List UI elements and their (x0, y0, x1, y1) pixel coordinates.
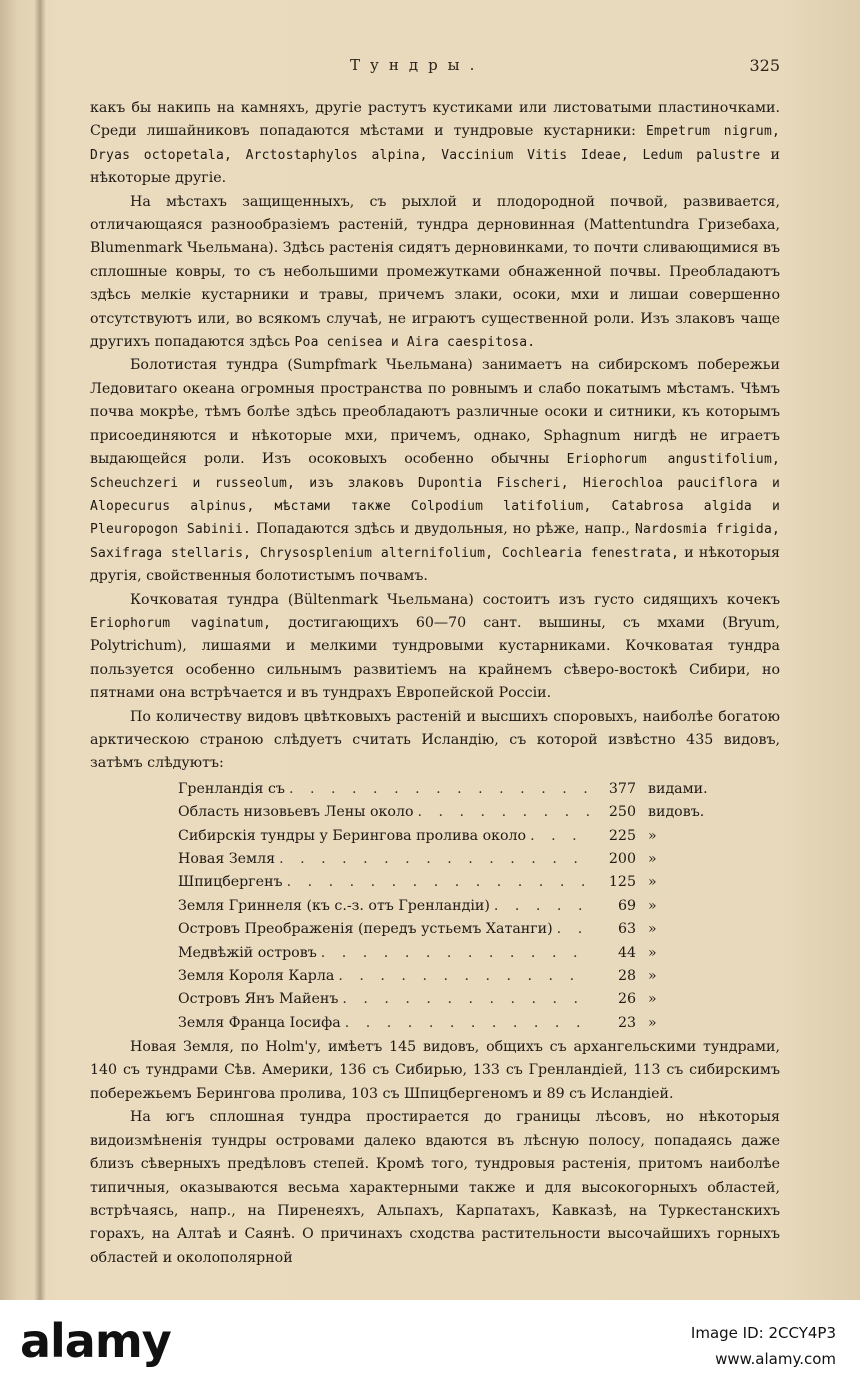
leader-dots (279, 848, 592, 871)
latin-species-names: Nardosmia frigida, Saxifraga stellaris, Chrysosplenium alternifolium, Cochlearia fenestrata, (90, 522, 781, 561)
list-item: Новая Земля . . . 200 » (178, 848, 738, 871)
latin-species-names: Eriophorum angustifolium, Scheuchzeri и russeolum, изъ злаковъ Dupontia Fischeri, Hierochloa pauciflora и Alopecurus alpinus, мѣстами также Colpodium latifolium, Catabrosa algida и Pleuropogon Sabinii. (90, 452, 781, 538)
paragraph-lichens: какъ бы накипь на камняхъ, другіе растутъ кустиками или листоватыми пластиночками. Среди лишайниковъ попадаются мѣстами и тундровые кустарники: Empetrum nigrum, Dryas octopetala, Arctostaphylos alpina, Vaccinium Vitis Ideae, Ledum palustre и нѣкоторые другіе. (90, 100, 780, 187)
paragraph-tussock-tundra: Кочковатая тундра (Bültenmark Чьельмана) состоитъ изъ густо сидящихъ кочекъ Eriophorum vaginatum, достигающихъ 60—70 сант. вышины, съ мхами (Bryum, Polytrichum), лишаями и мелкими тундровыми кустарниками. Кочковатая тундра пользуется особенно сильнымъ развитіемъ на крайнемъ сѣверо-востокѣ Сибири, но пятнами она встрѣчается и въ тундрахъ Европейской Россіи. (90, 591, 780, 702)
page-header (90, 56, 790, 80)
paragraph-novaya-zemlya: Новая Земля, по Holm'у, имѣетъ 145 видовъ, общихъ съ архангельскими тундрами, 140 съ тундрами Сѣв. Америки, 136 съ Сибирью, 133 съ Гренландіей, 113 съ сибирскимъ побережьемъ Берингова пролива, 103 съ Шпицбергеномъ и 89 съ Исландіей. (90, 1039, 780, 1102)
image-id-block (691, 1320, 836, 1372)
latin-species-names: Eriophorum vaginatum, (90, 615, 272, 631)
leader-dots (345, 1012, 592, 1035)
list-item: Шпицбергенъ . . . 125 » (178, 871, 738, 894)
leader-dots (338, 965, 592, 988)
list-item: Медвѣжій островъ . . . 44 » (178, 942, 738, 965)
leader-dots (557, 918, 592, 941)
leader-dots (418, 801, 593, 824)
list-item: Земля Короля Карла . . . 28 » (178, 965, 738, 988)
latin-species-names: Poa cenisea и Aira caespitosa. (294, 335, 536, 351)
list-item: Сибирскія тундры у Берингова пролива около . . . 225 » (178, 825, 738, 848)
body-text (90, 97, 780, 1270)
list-item: Гренландія съ . . . 377 видами. (178, 778, 738, 801)
page-gutter-shadow (34, 0, 46, 1300)
leader-dots (287, 871, 592, 894)
paragraph-marsh-tundra: Болотистая тундра (Sumpfmark Чьельмана) занимаетъ на сибирскомъ побережьи Ледовитаго океана огромныя пространства по ровнымъ и слабо покатымъ мѣстамъ. Чѣмъ почва мокрѣе, тѣмъ болѣе здѣсь преобладаютъ различные осоки и ситники, къ которымъ присоединяются и нѣкоторые мхи, причемъ, однако, Sphagnum нигдѣ не играетъ выдающейся роли. Изъ осоковыхъ особенно обычны Eriophorum angustifolium, Scheuchzeri и russeolum, изъ злаковъ Dupontia Fischeri, Hierochloa pauciflora и Alopecurus alpinus, мѣстами также Colpodium latifolium, Catabrosa algida и Pleuropogon Sabinii. Попадаются здѣсь и двудольныя, но рѣже, напр., Nardosmia frigida, Saxifraga stellaris, Chrysosplenium alternifolium, Cochlearia fenestrata, и нѣкоторыя другія, свойственныя болотистымъ почвамъ. (90, 357, 781, 585)
stock-site-url: www.alamy.com (715, 1350, 836, 1368)
stock-watermark-bar (0, 1300, 860, 1390)
latin-species-names: Empetrum nigrum, Dryas octopetala, Arctostaphylos alpina, Vaccinium Vitis Ideae, Ledum palustre (90, 124, 780, 163)
leader-dots (289, 778, 592, 801)
page-number: 325 (749, 56, 780, 75)
list-item: Островъ Янъ Майенъ . . . 26 » (178, 988, 738, 1011)
paragraph-tundra-boundaries: На югъ сплошная тундра простирается до границы лѣсовъ, но нѣкоторыя видоизмѣненія тундры островами далеко вдаются въ лѣсную полосу, попадаясь даже близъ сѣверныхъ предѣловъ степей. Кромѣ того, тундровыя растенія, притомъ наиболѣе типичныя, оказываются весьма характерными также и для высокогорныхъ областей, встрѣчаясь, напр., на Пиренеяхъ, Альпахъ, Карпатахъ, Кавказѣ, на Туркестанскихъ горахъ, на Алтаѣ и Саянѣ. О причинахъ сходства растительности высочайшихъ горныхъ областей и околополярной (90, 1109, 780, 1266)
paragraph-sod-tundra: На мѣстахъ защищенныхъ, съ рыхлой и плодородной почвой, развивается, отличающаяся разнообразіемъ растеній, тундра дерновинная (Mattentundra Гризебаха, Blumenmark Чьельмана). Здѣсь растенія сидятъ дерновинками, то почти сливающимися въ сплошные ковры, то съ небольшими промежутками обнаженной почвы. Преобладаютъ здѣсь мелкіе кустарники и травы, причемъ злаки, осоки, мхи и лишаи совершенно отсутствуютъ или, во всякомъ случаѣ, не играютъ существенной роли. Изъ злаковъ чаще другихъ попадаются здѣсь Poa cenisea и Aira caespitosa. (90, 193, 780, 351)
running-title: Тундры. (350, 56, 485, 74)
leader-dots (321, 942, 592, 965)
leader-dots (494, 895, 592, 918)
leader-dots (530, 825, 592, 848)
alamy-logo: alamy (20, 1314, 171, 1368)
list-item: Область низовьевъ Лены около . . . 250 видовъ. (178, 801, 738, 824)
list-item: Островъ Преображенія (передъ устьемъ Хатанги) . . . 63 » (178, 918, 738, 941)
list-item: Земля Гриннеля (къ с.-з. отъ Гренландіи) . . . 69 » (178, 895, 738, 918)
list-item: Земля Франца Іосифа . . . 23 » (178, 1012, 738, 1035)
species-count-list (178, 778, 738, 1035)
paragraph-species-counts: По количеству видовъ цвѣтковыхъ растеній и высшихъ споровыхъ, наиболѣе богатою арктическою страною слѣдуетъ считать Исландію, съ которой извѣстно 435 видовъ, затѣмъ слѣдуютъ: (90, 708, 780, 772)
leader-dots (342, 988, 592, 1011)
image-id-text: Image ID: 2CCY4P3 (690, 1324, 836, 1342)
